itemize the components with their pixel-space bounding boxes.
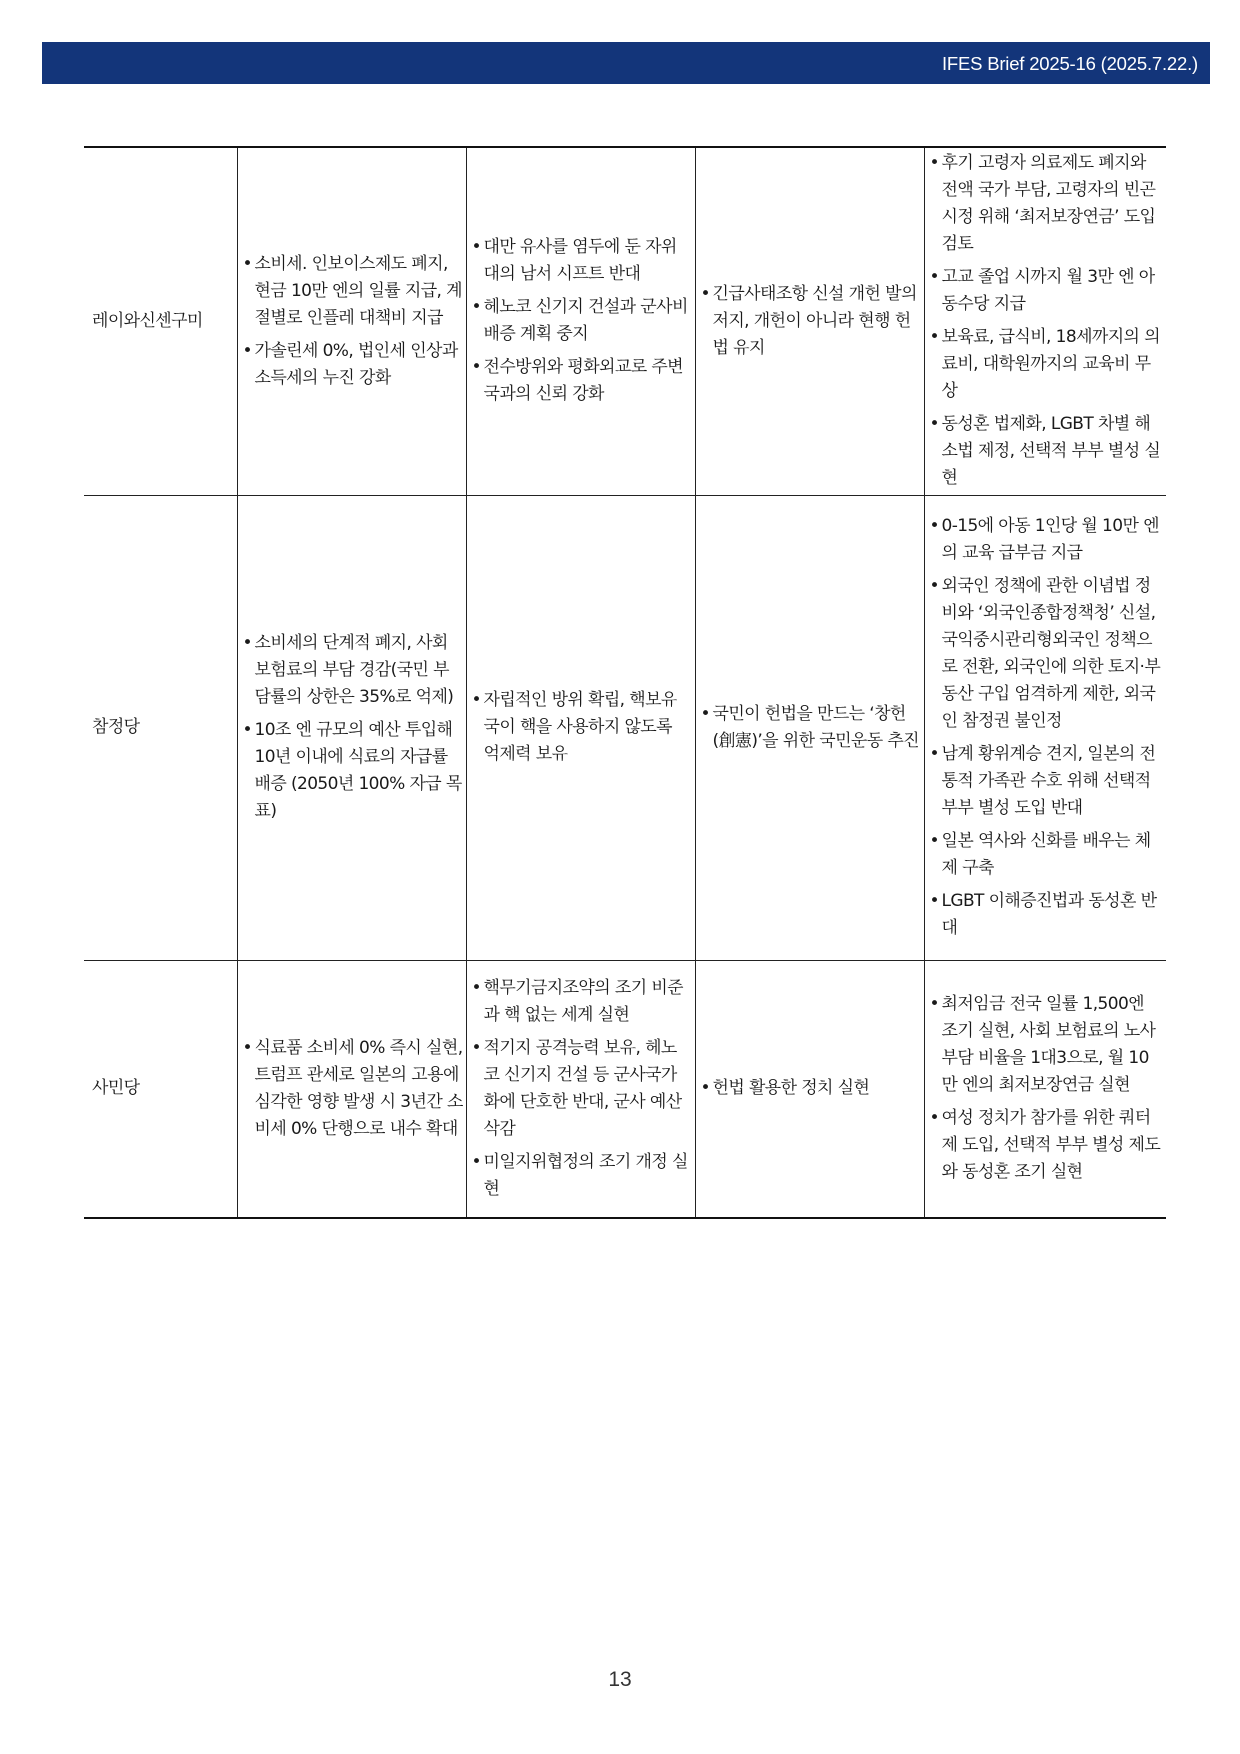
party-policy-table [84,146,1166,1219]
constitution-cell [695,495,924,960]
list-item: • 남계 황위계승 견지, 일본의 전통적 가족관 수호 위해 선택적 부부 별성 도입 반대 [929,741,1165,822]
list-item: • 일본 역사와 신화를 배우는 체제 구축 [929,828,1165,882]
list-item: • 가솔린세 0%, 법인세 인상과 소득세의 누진 강화 [242,338,464,392]
constitution-list [700,281,922,362]
list-item: • 헤노코 신기지 건설과 군사비 배증 계획 중지 [471,294,693,348]
list-item: • 동성혼 법제화, LGBT 차별 해소법 제정, 선택적 부부 별성 실현 [929,411,1165,492]
list-item: • 소비세. 인보이스제도 폐지, 현금 10만 엔의 일률 지급, 계절별로 인플레 대책비 지급 [242,251,464,332]
economy-list [242,1035,464,1143]
security-list [471,687,693,768]
list-item: • 식료품 소비세 0% 즉시 실현, 트럼프 관세로 일본의 고용에 심각한 영향 발생 시 3년간 소비세 0% 단행으로 내수 확대 [242,1035,464,1143]
list-item: • 외국인 정책에 관한 이념법 정비와 ‘외국인종합정책청’ 신설, 국익중시관리형외국인 정책으로 전환, 외국인에 의한 토지·부동산 구입 엄격하게 제한, 외국인 참정권 불인정 [929,573,1165,735]
list-item: • 보육료, 급식비, 18세까지의 의료비, 대학원까지의 교육비 무상 [929,324,1165,405]
economy-list [242,251,464,392]
list-item: • 전수방위와 평화외교로 주변국과의 신뢰 강화 [471,354,693,408]
list-item: • 최저임금 전국 일률 1,500엔 조기 실현, 사회 보험료의 노사부담 비율을 1대3으로, 월 10만 엔의 최저보장연금 실현 [929,991,1165,1099]
table-row [84,495,1166,960]
page-number: 13 [608,1668,632,1691]
list-item: • 핵무기금지조약의 조기 비준과 핵 없는 세계 실현 [471,975,693,1029]
social-cell [924,147,1166,495]
security-cell [466,495,695,960]
list-item: • 적기지 공격능력 보유, 헤노코 신기지 건설 등 군사국가화에 단호한 반대, 군사 예산 삭감 [471,1035,693,1143]
table-row [84,960,1166,1218]
list-item: • LGBT 이해증진법과 동성혼 반대 [929,888,1165,942]
list-item: • 헌법 활용한 정치 실현 [700,1075,922,1102]
constitution-list [700,1075,922,1102]
social-list [929,513,1165,942]
list-item: • 여성 정치가 참가를 위한 쿼터제 도입, 선택적 부부 별성 제도와 동성혼 조기 실현 [929,1105,1165,1186]
header-bar [42,42,1210,84]
table-row [84,147,1166,495]
social-list [929,991,1165,1186]
party-name: 참정당 [92,717,140,737]
list-item: • 긴급사태조항 신설 개헌 발의 저지, 개헌이 아니라 현행 헌법 유지 [700,281,922,362]
list-item: • 10조 엔 규모의 예산 투입해 10년 이내에 식료의 자급률 배증 (2050년 100% 자급 목표) [242,717,464,825]
party-name: 레이와신센구미 [92,310,203,331]
list-item: • 미일지위협정의 조기 개정 실현 [471,1149,693,1203]
social-cell [924,495,1166,960]
economy-cell [237,960,466,1218]
list-item: • 대만 유사를 염두에 둔 자위대의 남서 시프트 반대 [471,234,693,288]
security-cell [466,960,695,1218]
table-body [84,147,1166,1218]
party-name-cell [84,495,237,960]
list-item: • 후기 고령자 의료제도 폐지와 전액 국가 부담, 고령자의 빈곤 시정 위해 ‘최저보장연금’ 도입 검토 [929,150,1165,258]
list-item: • 고교 졸업 시까지 월 3만 엔 아동수당 지급 [929,264,1165,318]
security-list [471,975,693,1203]
party-name: 사민당 [92,1078,140,1099]
party-name-cell [84,147,237,495]
constitution-list [700,701,922,755]
list-item: • 국민이 헌법을 만드는 ‘창헌(創憲)’을 위한 국민운동 추진 [700,701,922,755]
list-item: • 자립적인 방위 확립, 핵보유국이 핵을 사용하지 않도록 억제력 보유 [471,687,693,768]
economy-cell [237,147,466,495]
economy-list [242,630,464,825]
list-item: • 0-15에 아동 1인당 월 10만 엔의 교육 급부금 지급 [929,513,1165,567]
social-cell [924,960,1166,1218]
social-list [929,150,1165,492]
list-item: • 소비세의 단계적 폐지, 사회 보험료의 부담 경감(국민 부담률의 상한은 35%로 억제) [242,630,464,711]
economy-cell [237,495,466,960]
constitution-cell [695,960,924,1218]
security-list [471,234,693,408]
party-name-cell [84,960,237,1218]
security-cell [466,147,695,495]
brief-label: IFES Brief 2025-16 (2025.7.22.) [941,53,1198,74]
constitution-cell [695,147,924,495]
